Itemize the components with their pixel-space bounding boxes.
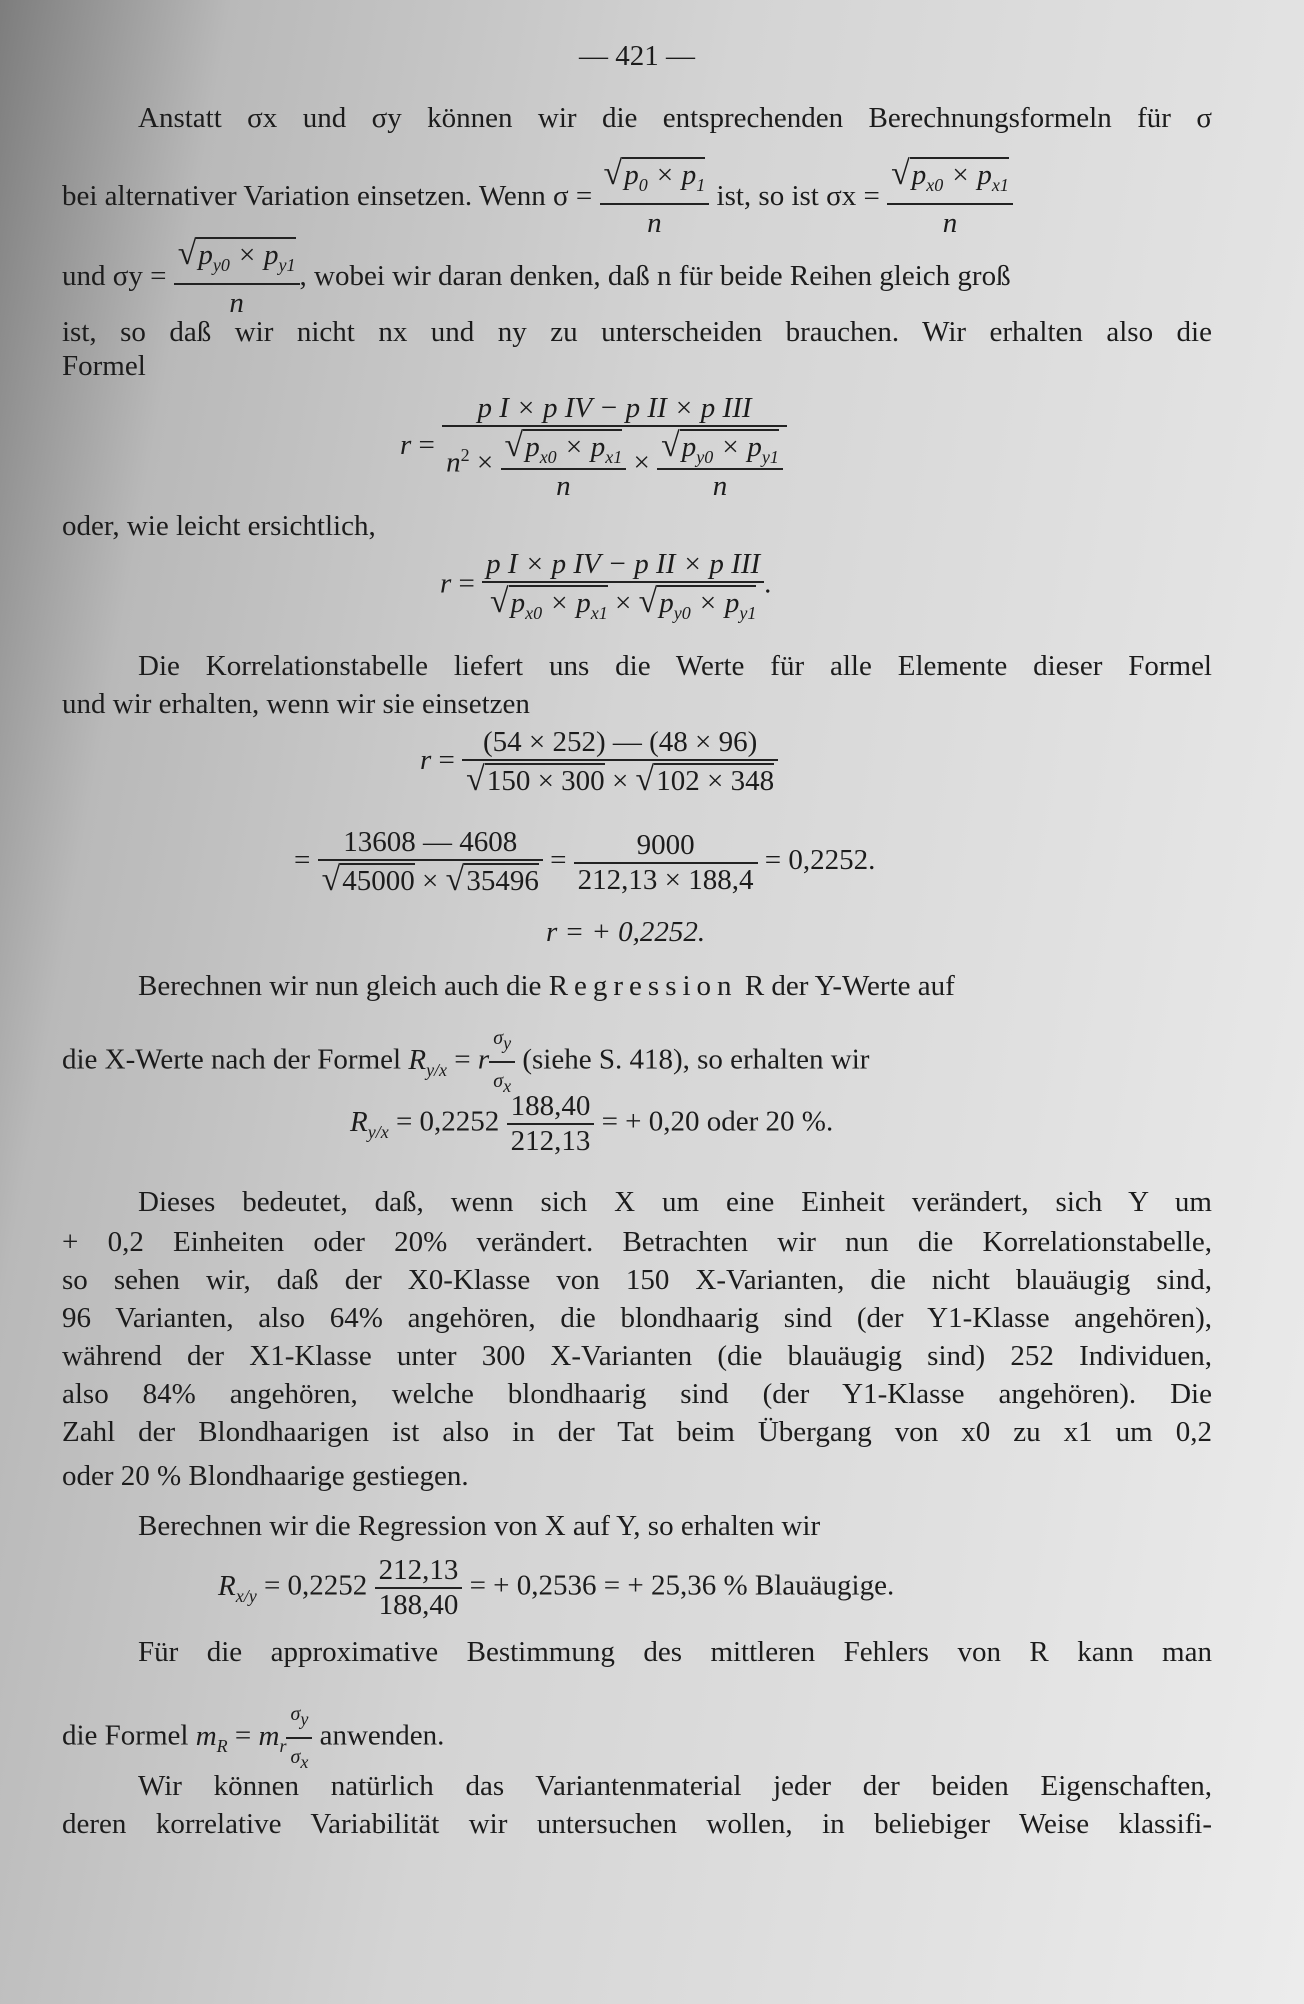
text-line: Anstatt σx und σy können wir die entsprechenden Berechnungsformeln für σ (138, 102, 1212, 134)
text-line: Die Korrelationstabelle liefert uns die Werte für alle Elemente dieser Formel (138, 650, 1212, 682)
text-line: während der X1-Klasse unter 300 X-Varianten (die blauäugig sind) 252 Individuen, (62, 1340, 1212, 1372)
result-r: r = + 0,2252. (546, 916, 706, 948)
text-line: Berechnen wir die Regression von X auf Y, so erhalten wir (138, 1510, 821, 1542)
page-number: — 421 — (579, 40, 695, 72)
text-line: 96 Varianten, also 64% angehören, die blondhaarig sind (der Y1-Klasse angehören), (62, 1302, 1212, 1334)
text-line: Dieses bedeutet, daß, wenn sich X um eine Einheit verändert, sich Y um (138, 1186, 1212, 1218)
text-line: also 84% angehören, welche blondhaarig sind (der Y1-Klasse angehören). Die (62, 1378, 1212, 1410)
formula-r-numeric: r = $\frac{(54 \times 252) — (48 \times 96)}{√150 \times 300 \times √102 \times 348}$ (420, 726, 778, 799)
text-line: Zahl der Blondhaarigen ist also in der Tat beim Übergang von x0 zu x1 um 0,2 (62, 1416, 1212, 1448)
formula-regression-y: $R_{y/x} = 0,2252$ $\frac{188,40}{212,13}$ = + 0,20 oder 20 %. (350, 1090, 834, 1157)
text-line: oder 20 % Blondhaarige gestiegen. (62, 1460, 469, 1492)
text-line: oder, wie leicht ersichtlich, (62, 510, 376, 542)
text-line: und wir erhalten, wenn wir sie einsetzen (62, 688, 530, 720)
text-line: so sehen wir, daß der X0-Klasse von 150 X-Varianten, die nicht blauäugig sind, (62, 1264, 1212, 1296)
text-line: und σy = $\frac{√p_{y0} \times p_{y1}}{n}$ , wobei wir daran denken, daß n für beide Reihen gleich groß (62, 235, 1011, 319)
sigma-x-fraction: $\frac{√p_{x0} \times p_{x1}}{n}$ (887, 156, 1013, 241)
text-line: deren korrelative Variabilität wir untersuchen wollen, in beliebiger Weise klassifi- (62, 1808, 1212, 1840)
text-line: die X-Werte nach der Formel $R_{y/x} = r$ $\frac{\sigma_y}{\sigma_x}$ (siehe S. 418), so erhalten wir (62, 1020, 1212, 1104)
formula-computation: = $\frac{13608 — 4608}{√45000 \times √35496}$ = $\frac{9000}{212,13 \times 188,4}$ = 0,2252. (294, 826, 876, 898)
formula-r-1: r = p I × p IV − p II × p III $n^2$ × $\frac{√p_{x0} \times p_{x1}}{n}$ × $\frac{√p_{y0} \times p_{y1}}{n}$ (400, 392, 787, 503)
text-line: + 0,2 Einheiten oder 20% verändert. Betrachten wir nun die Korrelationstabelle, (62, 1226, 1212, 1258)
formula-regression-x: $R_{x/y} = 0,2252$ $\frac{212,13}{188,40}$ = + 0,2536 = + 25,36 % Blauäugige. (218, 1554, 895, 1621)
sigma-fraction: $\frac{√p_0 \times p_1}{n}$ (600, 156, 710, 241)
text-line: Wir können natürlich das Variantenmaterial jeder der beiden Eigenschaften, (138, 1770, 1212, 1802)
text-line: ist, so daß wir nicht nx und ny zu unterscheiden brauchen. Wir erhalten also die (62, 316, 1212, 348)
text-line: Formel (62, 350, 146, 382)
sigma-y-fraction: $\frac{√p_{y0} \times p_{y1}}{n}$ (174, 236, 300, 321)
text-line: bei alternativer Variation einsetzen. Wenn σ = $\frac{√p_0 \times p_1}{n}$ ist, so ist σx = $\frac{√p_{x0} \times p_{x1}}{n}$ (62, 156, 1212, 241)
text-line: Berechnen wir nun gleich auch die Regression R der Y-Werte auf (138, 970, 955, 1002)
text-line: die Formel $m_R = m_r$ $\frac{\sigma_y}{\sigma_x}$ anwenden. (62, 1696, 1212, 1780)
formula-r-2: r = $\frac{\text{p I × p IV − p II × p III}}{√p_{x0} \times p_{x1} \times √p_{y0} \times p_{y1}}$ . (440, 548, 772, 623)
text-line: Für die approximative Bestimmung des mittleren Fehlers von R kann man (138, 1636, 1212, 1668)
